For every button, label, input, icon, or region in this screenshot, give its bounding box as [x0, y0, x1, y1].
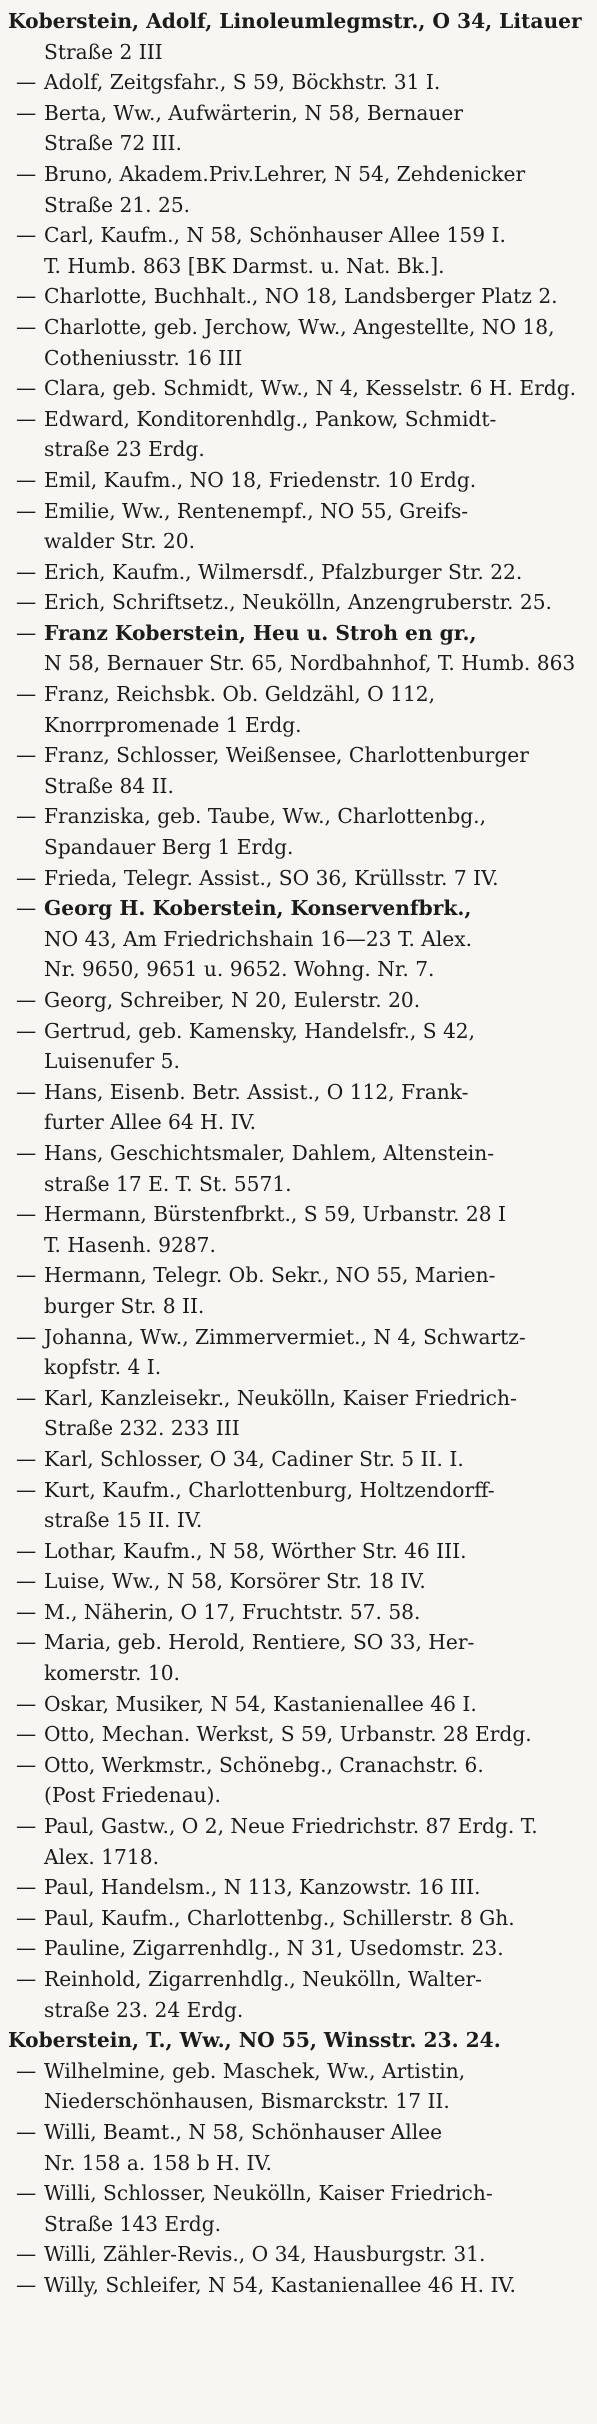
repeat-surname-dash	[16, 1383, 44, 1414]
entry-text: Emilie, Ww., Rentenempf., NO 55, Greifs-	[44, 498, 469, 523]
repeat-surname-dash	[16, 220, 44, 251]
entry-continuation-line: Alex. 1718.	[44, 1844, 159, 1869]
entry-first-line	[8, 1903, 583, 1934]
entry-text: Paul, Kaufm., Charlottenbg., Schillerstr. 8 Gh.	[44, 1905, 515, 1930]
entry-text: Johanna, Ww., Zimmervermiet., N 4, Schwartz-	[44, 1324, 526, 1349]
directory-entry	[8, 1077, 583, 1138]
entry-continuation-line: straße 23. 24 Erdg.	[44, 1997, 244, 2022]
entry-first-line	[8, 1444, 583, 1475]
entry-first-line	[8, 373, 583, 404]
entry-first-line	[8, 1872, 583, 1903]
repeat-surname-dash	[16, 1872, 44, 1903]
repeat-surname-dash	[16, 1964, 44, 1995]
repeat-surname-dash	[16, 1903, 44, 1934]
directory-entry	[8, 67, 583, 98]
entry-first-line	[8, 557, 583, 588]
repeat-surname-dash	[16, 1933, 44, 1964]
directory-entry	[8, 1536, 583, 1567]
entry-text: Hans, Eisenb. Betr. Assist., O 112, Frank-	[44, 1079, 469, 1104]
directory-entry	[8, 1750, 583, 1811]
entry-first-line	[8, 1199, 583, 1230]
directory-entry	[8, 2178, 583, 2239]
directory-entry	[8, 985, 583, 1016]
entry-continuation-line: Straße 232. 233 III	[44, 1416, 240, 1441]
entry-text: Lothar, Kaufm., N 58, Wörther Str. 46 III.	[44, 1538, 467, 1563]
entry-text: Willy, Schleifer, N 54, Kastanienallee 46 H. IV.	[44, 2272, 516, 2297]
repeat-surname-dash	[16, 67, 44, 98]
repeat-surname-dash	[16, 2178, 44, 2209]
entry-first-line	[8, 220, 583, 251]
repeat-surname-dash	[16, 373, 44, 404]
entry-continuation-line: straße 17 E. T. St. 5571.	[44, 1171, 292, 1196]
entry-text: Karl, Schlosser, O 34, Cadiner Str. 5 II. I.	[44, 1446, 464, 1471]
directory-entry	[8, 557, 583, 588]
entry-text: Berta, Ww., Aufwärterin, N 58, Bernauer	[44, 100, 463, 125]
directory-entry	[8, 1475, 583, 1536]
entry-text: Erich, Schriftsetz., Neukölln, Anzengruberstr. 25.	[44, 590, 552, 615]
entry-continuation-line: komerstr. 10.	[44, 1661, 180, 1686]
repeat-surname-dash	[16, 1016, 44, 1047]
entry-first-line	[8, 1719, 583, 1750]
entry-first-line	[8, 1566, 583, 1597]
repeat-surname-dash	[16, 1566, 44, 1597]
entry-continuation-line: Knorrpromenade 1 Erdg.	[44, 712, 302, 737]
entry-first-line	[8, 2178, 583, 2209]
entry-continuation-line: N 58, Bernauer Str. 65, Nordbahnhof, T. Humb. 863	[44, 651, 576, 676]
repeat-surname-dash	[16, 281, 44, 312]
entry-continuation-line: T. Humb. 863 [BK Darmst. u. Nat. Bk.].	[44, 253, 445, 278]
directory-entry	[8, 1383, 583, 1444]
entry-first-line	[8, 1811, 583, 1842]
directory-entry	[8, 6, 583, 67]
entry-text: Emil, Kaufm., NO 18, Friedenstr. 10 Erdg.	[44, 467, 477, 492]
entry-text: Oskar, Musiker, N 54, Kastanienallee 46 I.	[44, 1691, 477, 1716]
directory-entry	[8, 1719, 583, 1750]
entry-continuation-line: (Post Friedenau).	[44, 1783, 221, 1808]
entry-first-line	[8, 2270, 583, 2301]
entry-text: Wilhelmine, geb. Maschek, Ww., Artistin,	[44, 2058, 466, 2083]
repeat-surname-dash	[16, 1536, 44, 1567]
entry-first-line	[8, 1475, 583, 1506]
entry-text: Pauline, Zigarrenhdlg., N 31, Usedomstr. 23.	[44, 1936, 504, 1961]
repeat-surname-dash	[16, 496, 44, 527]
directory-entry	[8, 740, 583, 801]
directory-entry	[8, 954, 583, 985]
directory-entry	[8, 2056, 583, 2117]
directory-entry	[8, 1903, 583, 1934]
entry-first-line	[8, 893, 583, 924]
entry-text: Bruno, Akadem.Priv.Lehrer, N 54, Zehdenicker	[44, 161, 526, 186]
directory-entry	[8, 159, 583, 220]
directory-entry	[8, 1597, 583, 1628]
entry-text: Georg, Schreiber, N 20, Eulerstr. 20.	[44, 988, 421, 1012]
entry-first-line	[8, 2117, 583, 2148]
repeat-surname-dash	[16, 465, 44, 496]
entry-text: Willi, Zähler-Revis., O 34, Hausburgstr. 31.	[44, 2242, 486, 2267]
repeat-surname-dash	[16, 1199, 44, 1230]
repeat-surname-dash	[16, 801, 44, 832]
directory-entry	[8, 404, 583, 465]
directory-entry	[8, 281, 583, 312]
entry-text: Georg H. Koberstein, Konservenfbrk.,	[44, 896, 472, 921]
entry-first-line	[8, 1322, 583, 1353]
repeat-surname-dash	[16, 1138, 44, 1169]
entry-text: Charlotte, Buchhalt., NO 18, Landsberger Platz 2.	[44, 284, 558, 309]
entry-first-line	[8, 1138, 583, 1169]
repeat-surname-dash	[16, 1719, 44, 1750]
entry-text: Clara, geb. Schmidt, Ww., N 4, Kesselstr. 6 H. Erdg.	[44, 376, 577, 401]
entry-first-line	[8, 1016, 583, 1047]
repeat-surname-dash	[16, 404, 44, 435]
directory-entry	[8, 465, 583, 496]
repeat-surname-dash	[16, 1322, 44, 1353]
entry-text: Charlotte, geb. Jerchow, Ww., Angestellte, NO 18,	[44, 314, 555, 339]
entry-text: Gertrud, geb. Kamensky, Handelsfr., S 42,	[44, 1018, 476, 1043]
directory-entry	[8, 1964, 583, 2025]
entry-continuation-line: Niederschönhausen, Bismarckstr. 17 II.	[44, 2089, 450, 2114]
entry-continuation-line: Straße 143 Erdg.	[44, 2211, 222, 2236]
directory-entry	[8, 1138, 583, 1199]
directory-entry	[8, 220, 583, 281]
entry-first-line	[8, 985, 583, 1016]
repeat-surname-dash	[16, 1811, 44, 1842]
entry-text: Adolf, Zeitgsfahr., S 59, Böckhstr. 31 I.	[44, 70, 441, 95]
entry-first-line	[8, 496, 583, 527]
entry-continuation-line: furter Allee 64 H. IV.	[44, 1110, 257, 1135]
repeat-surname-dash	[16, 2056, 44, 2087]
entry-first-line	[8, 1597, 583, 1628]
directory-entry	[8, 893, 583, 954]
entry-first-line	[8, 465, 583, 496]
entry-text: Willi, Beamt., N 58, Schönhauser Allee	[44, 2119, 443, 2144]
directory-entry	[8, 1322, 583, 1383]
repeat-surname-dash	[16, 1627, 44, 1658]
entry-continuation-line: Luisenufer 5.	[44, 1049, 180, 1074]
entry-continuation-line: Straße 72 III.	[44, 131, 182, 156]
directory-entry	[8, 587, 583, 618]
repeat-surname-dash	[16, 159, 44, 190]
entry-first-line	[8, 1750, 583, 1781]
repeat-surname-dash	[16, 2117, 44, 2148]
directory-entry	[8, 1566, 583, 1597]
repeat-surname-dash	[16, 1597, 44, 1628]
entry-text: Franz, Reichsbk. Ob. Geldzähl, O 112,	[44, 682, 436, 707]
repeat-surname-dash	[16, 1689, 44, 1720]
entry-first-line	[8, 1689, 583, 1720]
entry-continuation-line: Spandauer Berg 1 Erdg.	[44, 835, 294, 860]
directory-entry	[8, 1199, 583, 1260]
entry-first-line	[8, 1077, 583, 1108]
directory-entry	[8, 98, 583, 159]
directory-entry	[8, 312, 583, 373]
entry-continuation-line: straße 15 II. IV.	[44, 1508, 203, 1533]
repeat-surname-dash	[16, 893, 44, 924]
repeat-surname-dash	[16, 1260, 44, 1291]
entry-text: Hans, Geschichtsmaler, Dahlem, Altenstein-	[44, 1140, 495, 1165]
entry-text: Reinhold, Zigarrenhdlg., Neukölln, Walter-	[44, 1967, 482, 1991]
repeat-surname-dash	[16, 2239, 44, 2270]
entry-continuation-line: NO 43, Am Friedrichshain 16—23 T. Alex.	[44, 926, 473, 951]
entry-first-line	[8, 404, 583, 435]
repeat-surname-dash	[16, 557, 44, 588]
entry-text: Maria, geb. Herold, Rentiere, SO 33, Her-	[44, 1630, 475, 1655]
entry-first-line	[8, 67, 583, 98]
directory-entry	[8, 1872, 583, 1903]
entry-continuation-line: Cotheniusstr. 16 III	[44, 345, 243, 370]
entry-text: Franz, Schlosser, Weißensee, Charlottenburger	[44, 743, 529, 768]
entry-text: Edward, Konditorenhdlg., Pankow, Schmidt-	[44, 406, 497, 431]
entry-first-line	[8, 1964, 583, 1995]
entry-text: Frieda, Telegr. Assist., SO 36, Krüllsstr. 7 IV.	[44, 865, 499, 890]
entry-first-line	[8, 281, 583, 312]
directory-entry	[8, 2270, 583, 2301]
entry-text: Carl, Kaufm., N 58, Schönhauser Allee 159 I.	[44, 223, 506, 248]
repeat-surname-dash	[16, 679, 44, 710]
entry-first-line	[8, 2056, 583, 2087]
directory-entry	[8, 618, 583, 679]
entry-first-line	[8, 1383, 583, 1414]
entry-text: Koberstein, Adolf, Linoleumlegmstr., O 34, Litauer	[8, 9, 582, 33]
entry-text: Hermann, Bürstenfbrkt., S 59, Urbanstr. 28 I	[44, 1202, 506, 1227]
entry-first-line	[8, 740, 583, 771]
directory-entry	[8, 1689, 583, 1720]
directory-entry	[8, 1260, 583, 1321]
entry-continuation-line: straße 23 Erdg.	[44, 437, 205, 462]
entry-first-line	[8, 863, 583, 894]
entry-first-line	[8, 1933, 583, 1964]
entry-continuation-line: Straße 2 III	[44, 39, 163, 64]
entry-text: Otto, Mechan. Werkst, S 59, Urbanstr. 28 Erdg.	[44, 1722, 532, 1747]
entry-text: Luise, Ww., N 58, Korsörer Str. 18 IV.	[44, 1569, 426, 1594]
repeat-surname-dash	[16, 985, 44, 1016]
entry-first-line	[8, 1260, 583, 1291]
repeat-surname-dash	[16, 312, 44, 343]
repeat-surname-dash	[16, 98, 44, 129]
entry-text: Franz Koberstein, Heu u. Stroh en gr.,	[44, 620, 477, 645]
entry-continuation-line: walder Str. 20.	[44, 529, 196, 554]
entry-text: Karl, Kanzleisekr., Neukölln, Kaiser Friedrich-	[44, 1385, 517, 1410]
entry-continuation-line: Nr. 158 a. 158 b H. IV.	[44, 2150, 272, 2175]
directory-entry	[8, 863, 583, 894]
entry-continuation-line: Straße 21. 25.	[44, 192, 191, 217]
entry-text: Kurt, Kaufm., Charlottenburg, Holtzendorff-	[44, 1477, 495, 1502]
entry-text: Paul, Gastw., O 2, Neue Friedrichstr. 87 Erdg. T.	[44, 1814, 538, 1839]
entry-first-line	[8, 312, 583, 343]
repeat-surname-dash	[16, 740, 44, 771]
entry-first-line	[8, 98, 583, 129]
directory-entry	[8, 801, 583, 862]
directory-entry	[8, 2025, 583, 2056]
entry-text: Koberstein, T., Ww., NO 55, Winsstr. 23. 24.	[8, 2028, 501, 2053]
repeat-surname-dash	[16, 1077, 44, 1108]
repeat-surname-dash	[16, 863, 44, 894]
entry-text: Hermann, Telegr. Ob. Sekr., NO 55, Marien-	[44, 1263, 496, 1288]
repeat-surname-dash	[16, 587, 44, 618]
entry-first-line: Nr. 9650, 9651 u. 9652. Wohng. Nr. 7.	[44, 957, 435, 982]
entry-text: M., Näherin, O 17, Fruchtstr. 57. 58.	[44, 1599, 421, 1624]
directory-entry	[8, 1016, 583, 1077]
directory-entry	[8, 1444, 583, 1475]
entry-first-line	[8, 618, 583, 649]
repeat-surname-dash	[16, 1444, 44, 1475]
repeat-surname-dash	[16, 1475, 44, 1506]
entry-text: Paul, Handelsm., N 113, Kanzowstr. 16 III.	[44, 1875, 481, 1900]
directory-entry	[8, 496, 583, 557]
directory-entry	[8, 1627, 583, 1688]
directory-entry	[8, 2239, 583, 2270]
repeat-surname-dash	[16, 1750, 44, 1781]
entry-first-line	[8, 1536, 583, 1567]
entry-first-line	[8, 801, 583, 832]
directory-entry	[8, 679, 583, 740]
entry-first-line	[8, 679, 583, 710]
entry-continuation-line: Straße 84 II.	[44, 773, 174, 798]
entry-first-line	[8, 587, 583, 618]
entry-text: Erich, Kaufm., Wilmersdf., Pfalzburger Str. 22.	[44, 559, 523, 584]
entry-text: Franziska, geb. Taube, Ww., Charlottenbg.,	[44, 804, 486, 829]
entry-continuation-line: kopfstr. 4 I.	[44, 1355, 162, 1380]
directory-entry	[8, 2117, 583, 2178]
entry-first-line	[8, 6, 583, 37]
entry-first-line	[8, 159, 583, 190]
entry-continuation-line: T. Hasenh. 9287.	[44, 1232, 216, 1257]
entry-first-line	[8, 1627, 583, 1658]
entry-first-line	[8, 2025, 583, 2056]
directory-entry	[8, 373, 583, 404]
repeat-surname-dash	[16, 618, 44, 649]
repeat-surname-dash	[16, 2270, 44, 2301]
directory-entry	[8, 1811, 583, 1872]
entry-continuation-line: burger Str. 8 II.	[44, 1293, 205, 1318]
entry-first-line	[8, 2239, 583, 2270]
entry-text: Otto, Werkmstr., Schönebg., Cranachstr. 6.	[44, 1752, 484, 1777]
entry-text: Willi, Schlosser, Neukölln, Kaiser Friedrich-	[44, 2181, 493, 2206]
directory-entry	[8, 1933, 583, 1964]
